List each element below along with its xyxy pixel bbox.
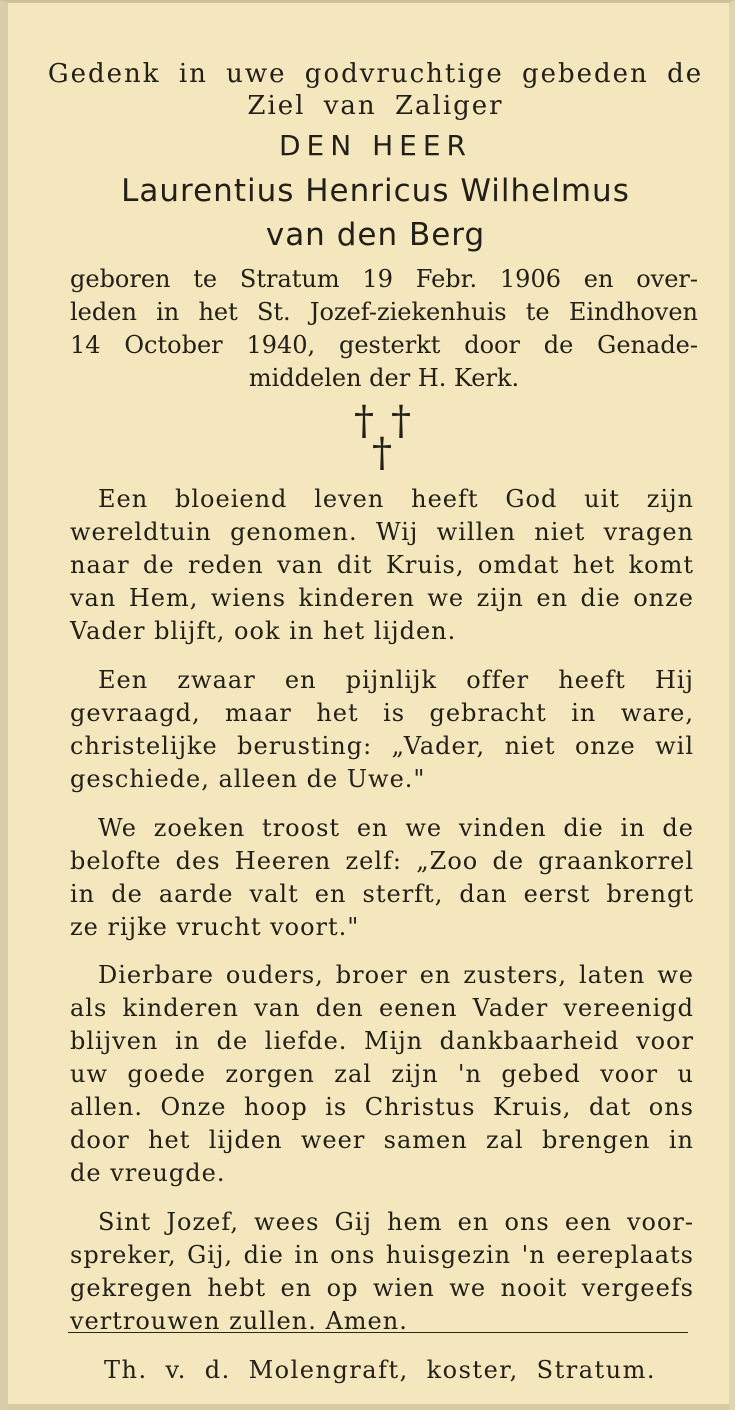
paragraph-1-line: van Hem, wiens kinderen we zijn en die onze [70,584,694,612]
paragraph-4-line: als kinderen van den eenen Vader vereenigd [70,994,694,1022]
paragraph-1-line: Vader blijft, ook in het lijden. [70,617,457,645]
paragraph-2-line: geschiede, alleen de Uwe." [70,765,426,793]
paragraph-1-line: naar de reden van dit Kruis, omdat het komt [70,551,694,579]
paragraph-4-line: allen. Onze hoop is Christus Kruis, dat ons [70,1093,694,1121]
paragraph-4-line: de vreugde. [70,1159,226,1187]
birth-line-4: middelen der H. Kerk. [248,364,520,392]
paragraph-3-line: We zoeken troost en we vinden die in de [98,814,694,842]
birth-line-2: leden in het St. Jozef-ziekenhuis te Eindhoven [70,298,698,326]
name-line-2: van den Berg [265,217,486,253]
paragraph-2-line: christelijke berusting: „Vader, niet onze wil [70,732,694,760]
birth-line-1: geboren te Stratum 19 Febr. 1906 en over- [70,265,698,293]
cross-icon: † [354,398,374,444]
intro-line-1: Gedenk in uwe godvruchtige gebeden de [47,59,704,89]
paragraph-2-line: gevraagd, maar het is gebracht in ware, [70,699,694,727]
paragraph-5-line: Sint Jozef, wees Gij hem en ons een voor- [98,1208,694,1236]
paragraph-4-line: blijven in de liefde. Mijn dankbaarheid voor [70,1027,694,1055]
paragraph-1-line: Een bloeiend leven heeft God uit zijn [98,485,694,513]
heading: DEN HEER [279,129,472,162]
paragraph-3-line: belofte des Heeren zelf: „Zoo de graankorrel [70,847,694,875]
paragraph-2-line: Een zwaar en pijnlijk offer heeft Hij [98,666,694,694]
paragraph-1-line: wereldtuin genomen. Wij willen niet vragen [70,518,694,546]
paragraph-5-line: vertrouwen zullen. Amen. [70,1307,408,1335]
card-edge [8,1404,729,1410]
paragraph-5-line: spreker, Gij, die in ons huisgezin 'n eereplaats [70,1241,694,1269]
paragraph-3-line: in de aarde valt en sterft, dan eerst brengt [70,880,694,908]
paragraph-3-line: ze rijke vrucht voort." [70,913,360,941]
cross-icon: † [391,398,411,444]
paragraph-4-line: uw goede zorgen zal zijn 'n gebed voor u [70,1060,694,1088]
name-line-1: Laurentius Henricus Wilhelmus [121,173,630,209]
paragraph-4-line: Dierbare ouders, broer en zusters, laten we [98,961,694,989]
paragraph-4-line: door het lijden weer samen zal brengen in [70,1126,694,1154]
birth-line-3: 14 October 1940, gesterkt door de Genade- [70,331,698,359]
paragraph-5-line: gekregen hebt en op wien we nooit vergeefs [70,1274,694,1302]
divider [68,1332,688,1333]
printer-credit: Th. v. d. Molengraft, koster, Stratum. [104,1356,656,1384]
cross-icon: † [372,430,392,476]
intro-line-2: Ziel van Zaliger [247,91,504,121]
